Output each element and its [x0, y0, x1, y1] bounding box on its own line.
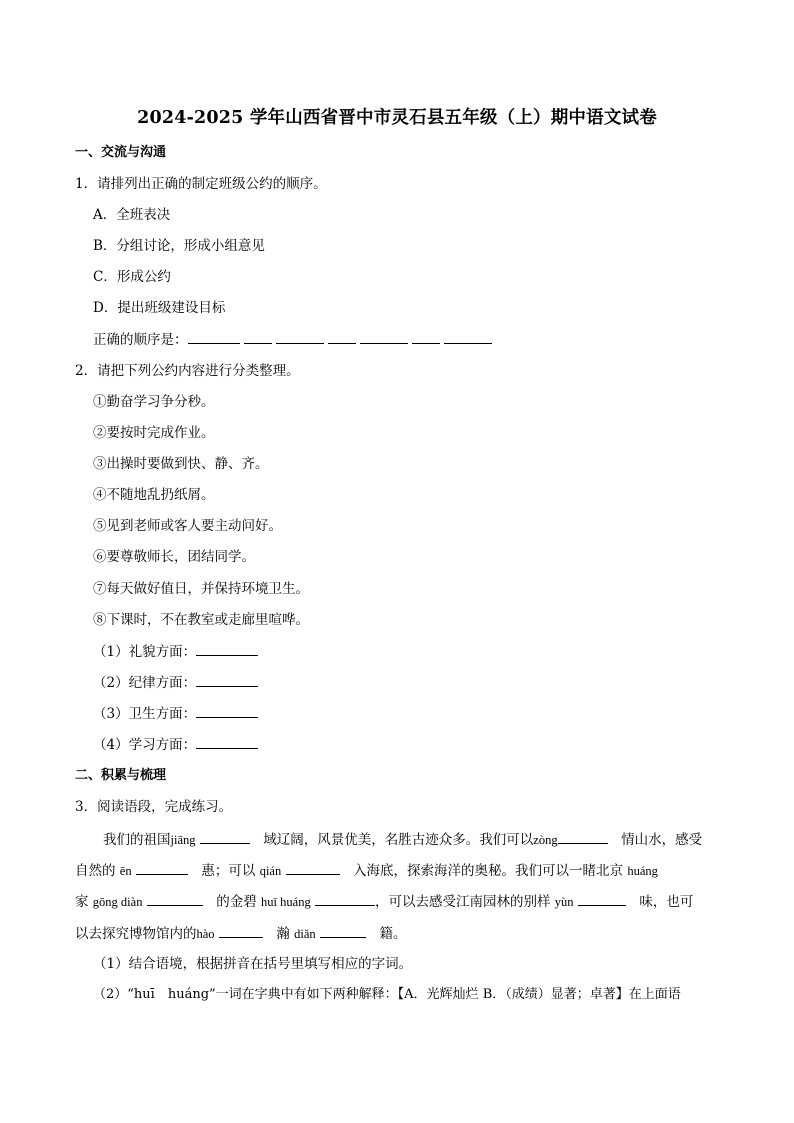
pinyin: gōng diàn — [92, 895, 143, 909]
passage-line-1 — [75, 830, 721, 849]
passage-line-4 — [75, 924, 721, 943]
passage-text: 籍。 — [379, 926, 407, 942]
passage-line-2 — [75, 861, 721, 880]
passage-text: 惠；可以 — [201, 863, 256, 879]
question-1-option-d: D．提出班级建设目标 — [93, 300, 226, 316]
rule-item-3: ③出操时要做到快、静、齐。 — [93, 456, 269, 472]
passage-text: 自然的 — [75, 863, 116, 879]
question-3-sub-1: （1）结合语境，根据拼音在括号里填写相应的字词。 — [93, 956, 413, 972]
pinyin: hào — [196, 927, 215, 941]
passage-text: 家 — [75, 894, 89, 910]
sub-question-text: B．（成绩）显著；卓著】在上面语 — [482, 987, 681, 1002]
order-blank-4[interactable] — [444, 330, 492, 344]
rule-item-5: ⑤见到老师或客人要主动问好。 — [93, 518, 282, 534]
section-heading-accumulation: 二、积累与梳理 — [75, 768, 167, 783]
pinyin: qián — [259, 864, 282, 878]
pinyin: diǎn — [294, 927, 316, 941]
fill-blank[interactable] — [147, 892, 203, 906]
question-1-option-a: A．全班表决 — [93, 207, 171, 223]
rule-item-6: ⑥要尊敬师长，团结同学。 — [93, 549, 255, 565]
page-title: 2024-2025 学年山西省晋中市灵石县五年级（上）期中语文试卷 — [137, 108, 657, 128]
fill-blank[interactable] — [315, 892, 375, 906]
passage-text: 味，也可 — [639, 894, 694, 910]
rule-item-8: ⑧下课时，不在教室或走廊里喧哗。 — [93, 612, 309, 628]
category-hygiene — [93, 704, 258, 723]
pinyin: huī huáng — [261, 895, 311, 909]
sub-question-text: （2）“huī huáng”一词在字典中有如下两种解释：【A．光辉灿烂 — [93, 987, 479, 1002]
passage-text: 以去探究博物馆内的 — [75, 926, 197, 942]
rule-item-4: ④不随地乱扔纸屑。 — [93, 487, 215, 503]
rule-item-7: ⑦每天做好值日，并保持环境卫生。 — [93, 581, 309, 597]
pinyin: ēn — [119, 864, 132, 878]
category-label: （3）卫生方面： — [93, 706, 197, 722]
order-dash — [412, 335, 440, 344]
fill-blank[interactable] — [578, 892, 626, 906]
fill-blank[interactable] — [200, 830, 250, 844]
passage-line-3 — [75, 892, 721, 911]
fill-blank[interactable] — [320, 924, 366, 938]
section-heading-communication: 一、交流与沟通 — [75, 145, 167, 160]
question-1-option-c: C．形成公约 — [93, 269, 171, 285]
category-label: （4）学习方面： — [93, 737, 197, 753]
order-dash — [244, 335, 272, 344]
category-discipline — [93, 673, 258, 692]
question-1-answer-line — [93, 330, 492, 349]
question-1-option-b: B．分组讨论，形成小组意见 — [93, 238, 265, 254]
question-1-stem: 1．请排列出正确的制定班级公约的顺序。 — [75, 176, 327, 192]
order-blank-1[interactable] — [188, 330, 240, 344]
order-dash — [328, 335, 356, 344]
passage-text: 我们的祖国 — [103, 832, 171, 848]
category-study — [93, 735, 258, 754]
pinyin: zòng — [533, 833, 558, 847]
passage-text: ，可以去感受江南园林的别样 — [375, 894, 551, 910]
category-blank[interactable] — [196, 642, 258, 656]
fill-blank[interactable] — [286, 861, 340, 875]
order-blank-3[interactable] — [360, 330, 408, 344]
pinyin: huáng — [627, 864, 658, 878]
question-3-stem: 3．阅读语段，完成练习。 — [75, 799, 233, 815]
answer-label: 正确的顺序是： — [93, 332, 188, 348]
fill-blank[interactable] — [136, 861, 188, 875]
pinyin: yùn — [554, 895, 574, 909]
category-blank[interactable] — [196, 673, 258, 687]
category-blank[interactable] — [196, 735, 258, 749]
question-2-stem: 2．请把下列公约内容进行分类整理。 — [75, 363, 300, 379]
category-blank[interactable] — [196, 704, 258, 718]
passage-text: 入海底，探索海洋的奥秘。我们可以一睹北京 — [353, 863, 624, 879]
rule-item-1: ①勤奋学习争分秒。 — [93, 394, 215, 410]
question-3-sub-2 — [93, 986, 681, 1004]
pinyin: jiāng — [170, 833, 196, 847]
passage-text: 瀚 — [276, 926, 290, 942]
passage-text: 的金碧 — [216, 894, 257, 910]
category-courtesy — [93, 642, 258, 661]
fill-blank[interactable] — [558, 830, 608, 844]
order-blank-2[interactable] — [276, 330, 324, 344]
rule-item-2: ②要按时完成作业。 — [93, 425, 215, 441]
passage-text: 域辽阔，风景优美，名胜古迹众多。我们可以 — [263, 832, 534, 848]
category-label: （2）纪律方面： — [93, 675, 197, 691]
category-label: （1）礼貌方面： — [93, 644, 197, 660]
fill-blank[interactable] — [219, 924, 263, 938]
passage-text: 情山水，感受 — [621, 832, 703, 848]
